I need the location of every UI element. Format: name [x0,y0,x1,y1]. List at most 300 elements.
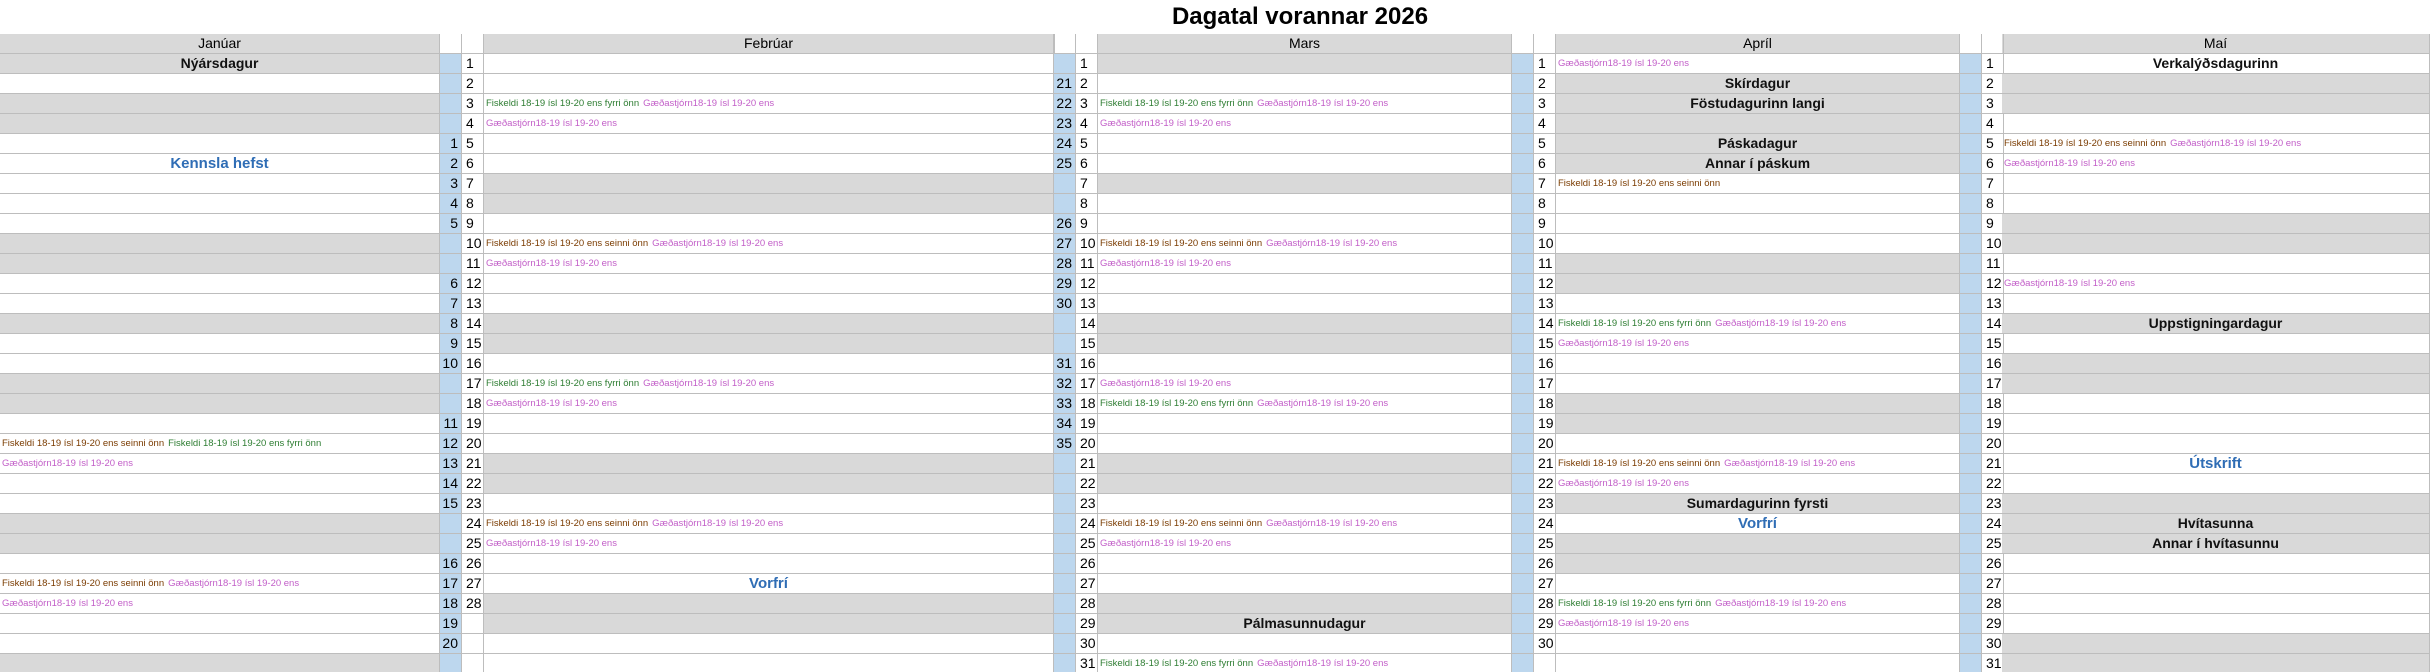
day-cell[interactable] [1098,134,1512,154]
day-cell[interactable] [0,294,440,314]
day-cell[interactable] [1556,434,1960,454]
day-cell[interactable] [0,594,440,614]
day-cell[interactable] [1556,214,1960,234]
day-cell[interactable] [0,494,440,514]
day-cell[interactable] [1098,114,1512,134]
day-number: 3 [1534,94,1556,114]
day-cell[interactable] [2002,74,2430,94]
week-number [1512,174,1534,194]
day-cell[interactable] [484,374,1054,394]
day-cell[interactable] [1098,614,1512,634]
week-number: 11 [440,414,462,434]
day-number: 3 [462,94,484,114]
day-number: 3 [1982,94,2004,114]
day-cell[interactable] [1556,514,1960,534]
day-cell[interactable] [484,514,1054,534]
week-number [1960,214,1982,234]
day-cell[interactable] [1556,374,1960,394]
day-cell[interactable] [484,354,1054,374]
day-cell[interactable] [484,634,1054,654]
day-cell[interactable] [0,94,440,114]
day-cell[interactable] [1098,314,1512,334]
gaedastjorn-event: Gæðastjórn18-19 ísl 19-20 ens [1558,618,1689,629]
week-number: 13 [440,454,462,474]
day-cell[interactable] [1556,234,1960,254]
day-cell[interactable] [484,54,1054,74]
day-cell[interactable] [484,574,1054,594]
day-cell[interactable] [1556,54,1960,74]
day-cell[interactable] [0,514,440,534]
fiskeldi-event: Fiskeldi 18-19 ísl 19-20 ens fyrri önn [1100,98,1254,109]
day-number: 19 [462,414,484,434]
week-number [1512,474,1534,494]
day-cell[interactable] [484,414,1054,434]
day-cell[interactable] [2002,214,2430,234]
day-cell[interactable] [0,194,440,214]
day-number: 19 [1076,414,1098,434]
day-cell[interactable] [2002,594,2430,614]
gaedastjorn-event: Gæðastjórn18-19 ísl 19-20 ens [1100,378,1231,389]
day-cell[interactable] [484,174,1054,194]
day-cell[interactable] [484,654,1054,672]
day-cell[interactable] [1556,574,1960,594]
day-cell[interactable] [2002,634,2430,654]
day-number: 23 [1982,494,2004,514]
day-cell[interactable] [0,634,440,654]
day-cell[interactable] [1098,534,1512,554]
day-cell[interactable] [2002,254,2430,274]
day-number: 11 [1076,254,1098,274]
week-number [1054,454,1076,474]
day-cell[interactable] [484,434,1054,454]
day-cell[interactable] [2002,494,2430,514]
week-number [1512,534,1534,554]
week-number: 26 [1054,214,1076,234]
week-number [1960,414,1982,434]
event-label: Vorfrí [1738,515,1777,532]
gaedastjorn-event: Gæðastjórn18-19 ísl 19-20 ens [1257,98,1389,109]
week-number: 10 [440,354,462,374]
day-cell[interactable] [0,394,440,414]
day-cell[interactable] [0,254,440,274]
day-cell[interactable] [1556,294,1960,314]
week-number: 30 [1054,294,1076,314]
week-number [1960,354,1982,374]
day-cell[interactable] [1098,54,1512,74]
day-cell[interactable] [2002,574,2430,594]
week-number [1054,534,1076,554]
week-number [1960,114,1982,134]
week-number: 28 [1054,254,1076,274]
week-number [1512,94,1534,114]
day-cell[interactable] [1098,474,1512,494]
day-cell[interactable] [1556,414,1960,434]
day-number: 6 [462,154,484,174]
day-number: 16 [462,354,484,374]
day-cell[interactable] [1098,594,1512,614]
gaedastjorn-event: Gæðastjórn18-19 ísl 19-20 ens [1715,318,1847,329]
day-number: 23 [462,494,484,514]
day-cell[interactable] [0,274,440,294]
day-number [462,614,484,634]
day-cell[interactable] [2002,414,2430,434]
day-cell[interactable] [0,174,440,194]
fiskeldi-event: Fiskeldi 18-19 ísl 19-20 ens seinni önn [1100,518,1263,529]
day-cell[interactable] [1556,354,1960,374]
day-cell[interactable] [1556,194,1960,214]
week-number [1054,194,1076,214]
gaedastjorn-event: Gæðastjórn18-19 ísl 19-20 ens [643,378,775,389]
day-cell[interactable] [2002,374,2430,394]
week-number: 19 [440,614,462,634]
week-number: 5 [440,214,462,234]
week-number [440,654,462,672]
day-cell[interactable] [2002,654,2430,672]
week-number [440,114,462,134]
day-number: 13 [1982,294,2004,314]
day-cell[interactable] [1556,134,1960,154]
day-cell[interactable] [0,134,440,154]
day-cell[interactable] [1098,254,1512,274]
week-number: 12 [440,434,462,454]
day-number: 1 [462,54,484,74]
day-cell[interactable] [0,154,440,174]
day-cell[interactable] [1098,454,1512,474]
day-number: 21 [1982,454,2004,474]
gaedastjorn-event: Gæðastjórn18-19 ísl 19-20 ens [1558,58,1689,69]
day-number: 22 [462,474,484,494]
day-number: 30 [1076,634,1098,654]
day-cell[interactable] [0,534,440,554]
day-cell[interactable] [0,654,440,672]
day-cell[interactable] [1098,654,1512,672]
day-number: 20 [462,434,484,454]
day-cell[interactable] [1098,194,1512,214]
week-number: 17 [440,574,462,594]
gaedastjorn-event: Gæðastjórn18-19 ísl 19-20 ens [1257,658,1389,669]
fiskeldi-event: Fiskeldi 18-19 ísl 19-20 ens fyrri önn [1100,398,1254,409]
day-number: 18 [1534,394,1556,414]
day-cell[interactable] [2002,534,2430,554]
day-cell[interactable] [0,314,440,334]
day-number: 24 [1534,514,1556,534]
week-number [1960,334,1982,354]
week-number [440,534,462,554]
fiskeldi-event: Fiskeldi 18-19 ísl 19-20 ens fyrri önn [1558,318,1712,329]
day-cell[interactable] [2002,134,2430,154]
gaedastjorn-event: Gæðastjórn18-19 ísl 19-20 ens [1100,538,1231,549]
day-cell[interactable] [1098,514,1512,534]
week-number [1512,194,1534,214]
day-cell[interactable] [0,614,440,634]
week-number: 27 [1054,234,1076,254]
day-cell[interactable] [2002,154,2430,174]
day-cell[interactable] [1098,234,1512,254]
week-number [1960,194,1982,214]
day-number: 28 [1982,594,2004,614]
day-number: 13 [1534,294,1556,314]
day-cell[interactable] [2002,114,2430,134]
week-number [440,234,462,254]
day-cell[interactable] [0,554,440,574]
week-number [1960,494,1982,514]
day-cell[interactable] [2002,394,2430,414]
day-cell[interactable] [484,334,1054,354]
day-number: 26 [1534,554,1556,574]
day-cell[interactable] [2002,274,2430,294]
day-cell[interactable] [1556,254,1960,274]
day-cell[interactable] [2002,514,2430,534]
day-cell[interactable] [484,314,1054,334]
day-cell[interactable] [484,94,1054,114]
week-number [1960,454,1982,474]
week-number [440,374,462,394]
day-cell[interactable] [2002,94,2430,114]
day-cell[interactable] [1556,554,1960,574]
day-cell[interactable] [484,534,1054,554]
week-number [440,254,462,274]
week-number: 6 [440,274,462,294]
day-cell[interactable] [484,474,1054,494]
day-cell[interactable] [1098,574,1512,594]
day-cell[interactable] [2002,194,2430,214]
day-cell[interactable] [1098,94,1512,114]
day-cell[interactable] [2002,454,2430,474]
week-number [1054,554,1076,574]
day-cell[interactable] [2002,174,2430,194]
day-cell[interactable] [1098,274,1512,294]
week-number [1960,94,1982,114]
week-number [1512,514,1534,534]
day-cell[interactable] [484,274,1054,294]
gaedastjorn-event: Gæðastjórn18-19 ísl 19-20 ens [1558,338,1689,349]
day-cell[interactable] [1556,94,1960,114]
week-number [1512,154,1534,174]
day-cell[interactable] [1556,174,1960,194]
week-number [1960,74,1982,94]
day-number: 2 [462,74,484,94]
day-number: 8 [1982,194,2004,214]
day-cell[interactable] [0,334,440,354]
week-number [1512,394,1534,414]
day-header-spacer [462,34,484,54]
day-cell[interactable] [0,114,440,134]
day-cell[interactable] [1098,174,1512,194]
day-cell[interactable] [1556,154,1960,174]
week-number: 4 [440,194,462,214]
day-cell[interactable] [0,474,440,494]
week-number: 7 [440,294,462,314]
day-number: 9 [1076,214,1098,234]
week-number [1960,134,1982,154]
day-header-spacer [1982,34,2004,54]
gaedastjorn-event: Gæðastjórn18-19 ísl 19-20 ens [652,518,784,529]
day-cell[interactable] [1556,534,1960,554]
day-cell[interactable] [1556,454,1960,474]
week-number [1054,54,1076,74]
day-number: 11 [1982,254,2004,274]
day-cell[interactable] [0,454,440,474]
day-number: 4 [1982,114,2004,134]
day-cell[interactable] [1098,634,1512,654]
day-cell[interactable] [2002,334,2430,354]
day-number: 18 [1982,394,2004,414]
day-cell[interactable] [2002,614,2430,634]
week-number [1960,394,1982,414]
day-cell[interactable] [1556,594,1960,614]
day-cell[interactable] [484,594,1054,614]
day-cell[interactable] [484,214,1054,234]
day-cell[interactable] [1098,294,1512,314]
day-number: 17 [1534,374,1556,394]
week-number [1960,554,1982,574]
week-number [440,94,462,114]
week-header-spacer [1960,34,1982,54]
month-header-1: Janúar [0,34,440,54]
day-cell[interactable] [0,434,440,454]
month-header-5: Maí [2002,34,2430,54]
day-cell[interactable] [1098,74,1512,94]
day-cell[interactable] [484,494,1054,514]
week-number [440,394,462,414]
week-number [1960,174,1982,194]
day-cell[interactable] [1556,334,1960,354]
day-number: 25 [1982,534,2004,554]
day-cell[interactable] [0,74,440,94]
day-cell[interactable] [484,134,1054,154]
day-cell[interactable] [1098,494,1512,514]
day-cell[interactable] [1098,374,1512,394]
day-cell[interactable] [1556,274,1960,294]
day-number: 26 [1982,554,2004,574]
week-number [1960,594,1982,614]
day-cell[interactable] [484,394,1054,414]
day-number: 2 [1982,74,2004,94]
fiskeldi-event: Fiskeldi 18-19 ísl 19-20 ens fyrri önn [486,98,640,109]
day-cell[interactable] [2002,354,2430,374]
week-number [1512,254,1534,274]
day-number: 19 [1534,414,1556,434]
day-cell[interactable] [1098,554,1512,574]
day-number: 7 [462,174,484,194]
day-cell[interactable] [484,554,1054,574]
day-number: 14 [1076,314,1098,334]
day-cell[interactable] [1556,74,1960,94]
day-cell[interactable] [0,214,440,234]
gaedastjorn-event: Gæðastjórn18-19 ísl 19-20 ens [1715,598,1847,609]
week-number [1054,334,1076,354]
day-cell[interactable] [484,454,1054,474]
day-cell[interactable] [484,154,1054,174]
day-cell[interactable] [1556,114,1960,134]
day-cell[interactable] [484,74,1054,94]
day-number: 10 [1076,234,1098,254]
day-cell[interactable] [1098,154,1512,174]
day-cell[interactable] [2002,54,2430,74]
day-cell[interactable] [2002,314,2430,334]
day-cell[interactable] [1098,334,1512,354]
day-cell[interactable] [1556,494,1960,514]
day-cell[interactable] [1098,214,1512,234]
week-number [440,74,462,94]
day-cell[interactable] [0,374,440,394]
day-number: 14 [1982,314,2004,334]
day-cell[interactable] [1098,394,1512,414]
day-cell[interactable] [0,414,440,434]
day-cell[interactable] [484,614,1054,634]
day-cell[interactable] [484,294,1054,314]
day-number: 29 [1982,614,2004,634]
day-number: 6 [1076,154,1098,174]
week-number [1512,594,1534,614]
day-cell[interactable] [1556,634,1960,654]
gaedastjorn-event: Gæðastjórn18-19 ísl 19-20 ens [2004,158,2135,169]
day-cell[interactable] [2002,554,2430,574]
week-number [1512,554,1534,574]
day-number: 27 [1982,574,2004,594]
day-cell[interactable] [1556,614,1960,634]
week-number: 25 [1054,154,1076,174]
holiday-label: Annar í páskum [1704,155,1811,171]
day-cell[interactable] [0,354,440,374]
day-number: 10 [462,234,484,254]
day-cell[interactable] [1098,354,1512,374]
holiday-label: Hvítasunna [2177,515,2254,531]
day-cell[interactable] [484,254,1054,274]
event-label: Vorfrí [749,575,788,592]
week-number [440,514,462,534]
holiday-label: Annar í hvítasunnu [2152,535,2279,551]
day-cell[interactable] [2002,234,2430,254]
holiday-label: Uppstigningardagur [2148,315,2283,331]
gaedastjorn-event: Gæðastjórn18-19 ísl 19-20 ens [1558,478,1689,489]
day-number: 11 [462,254,484,274]
day-number: 16 [1076,354,1098,374]
week-number [1512,374,1534,394]
day-number: 7 [1076,174,1098,194]
day-cell[interactable] [0,54,440,74]
day-cell[interactable] [1556,394,1960,414]
week-number: 20 [440,634,462,654]
day-cell[interactable] [484,114,1054,134]
month-header-4: Apríl [1556,34,1960,54]
day-cell[interactable] [0,574,440,594]
day-cell[interactable] [2002,434,2430,454]
day-cell[interactable] [484,194,1054,214]
day-number: 6 [1534,154,1556,174]
day-number: 18 [1076,394,1098,414]
month-header-3: Mars [1098,34,1512,54]
day-cell[interactable] [1556,474,1960,494]
week-number: 35 [1054,434,1076,454]
event-label: Útskrift [2189,455,2242,472]
gaedastjorn-event: Gæðastjórn18-19 ísl 19-20 ens [486,538,617,549]
fiskeldi-event: Fiskeldi 18-19 ísl 19-20 ens seinni önn [1558,178,1721,189]
week-number [1512,414,1534,434]
day-cell[interactable] [1098,434,1512,454]
day-cell[interactable] [0,234,440,254]
day-cell[interactable] [2002,474,2430,494]
day-cell[interactable] [484,234,1054,254]
day-cell[interactable] [1098,414,1512,434]
week-number [1960,154,1982,174]
day-cell[interactable] [1556,654,1960,672]
day-number: 9 [1982,214,2004,234]
day-cell[interactable] [2002,294,2430,314]
day-cell[interactable] [1556,314,1960,334]
day-number: 4 [462,114,484,134]
day-number: 4 [1076,114,1098,134]
